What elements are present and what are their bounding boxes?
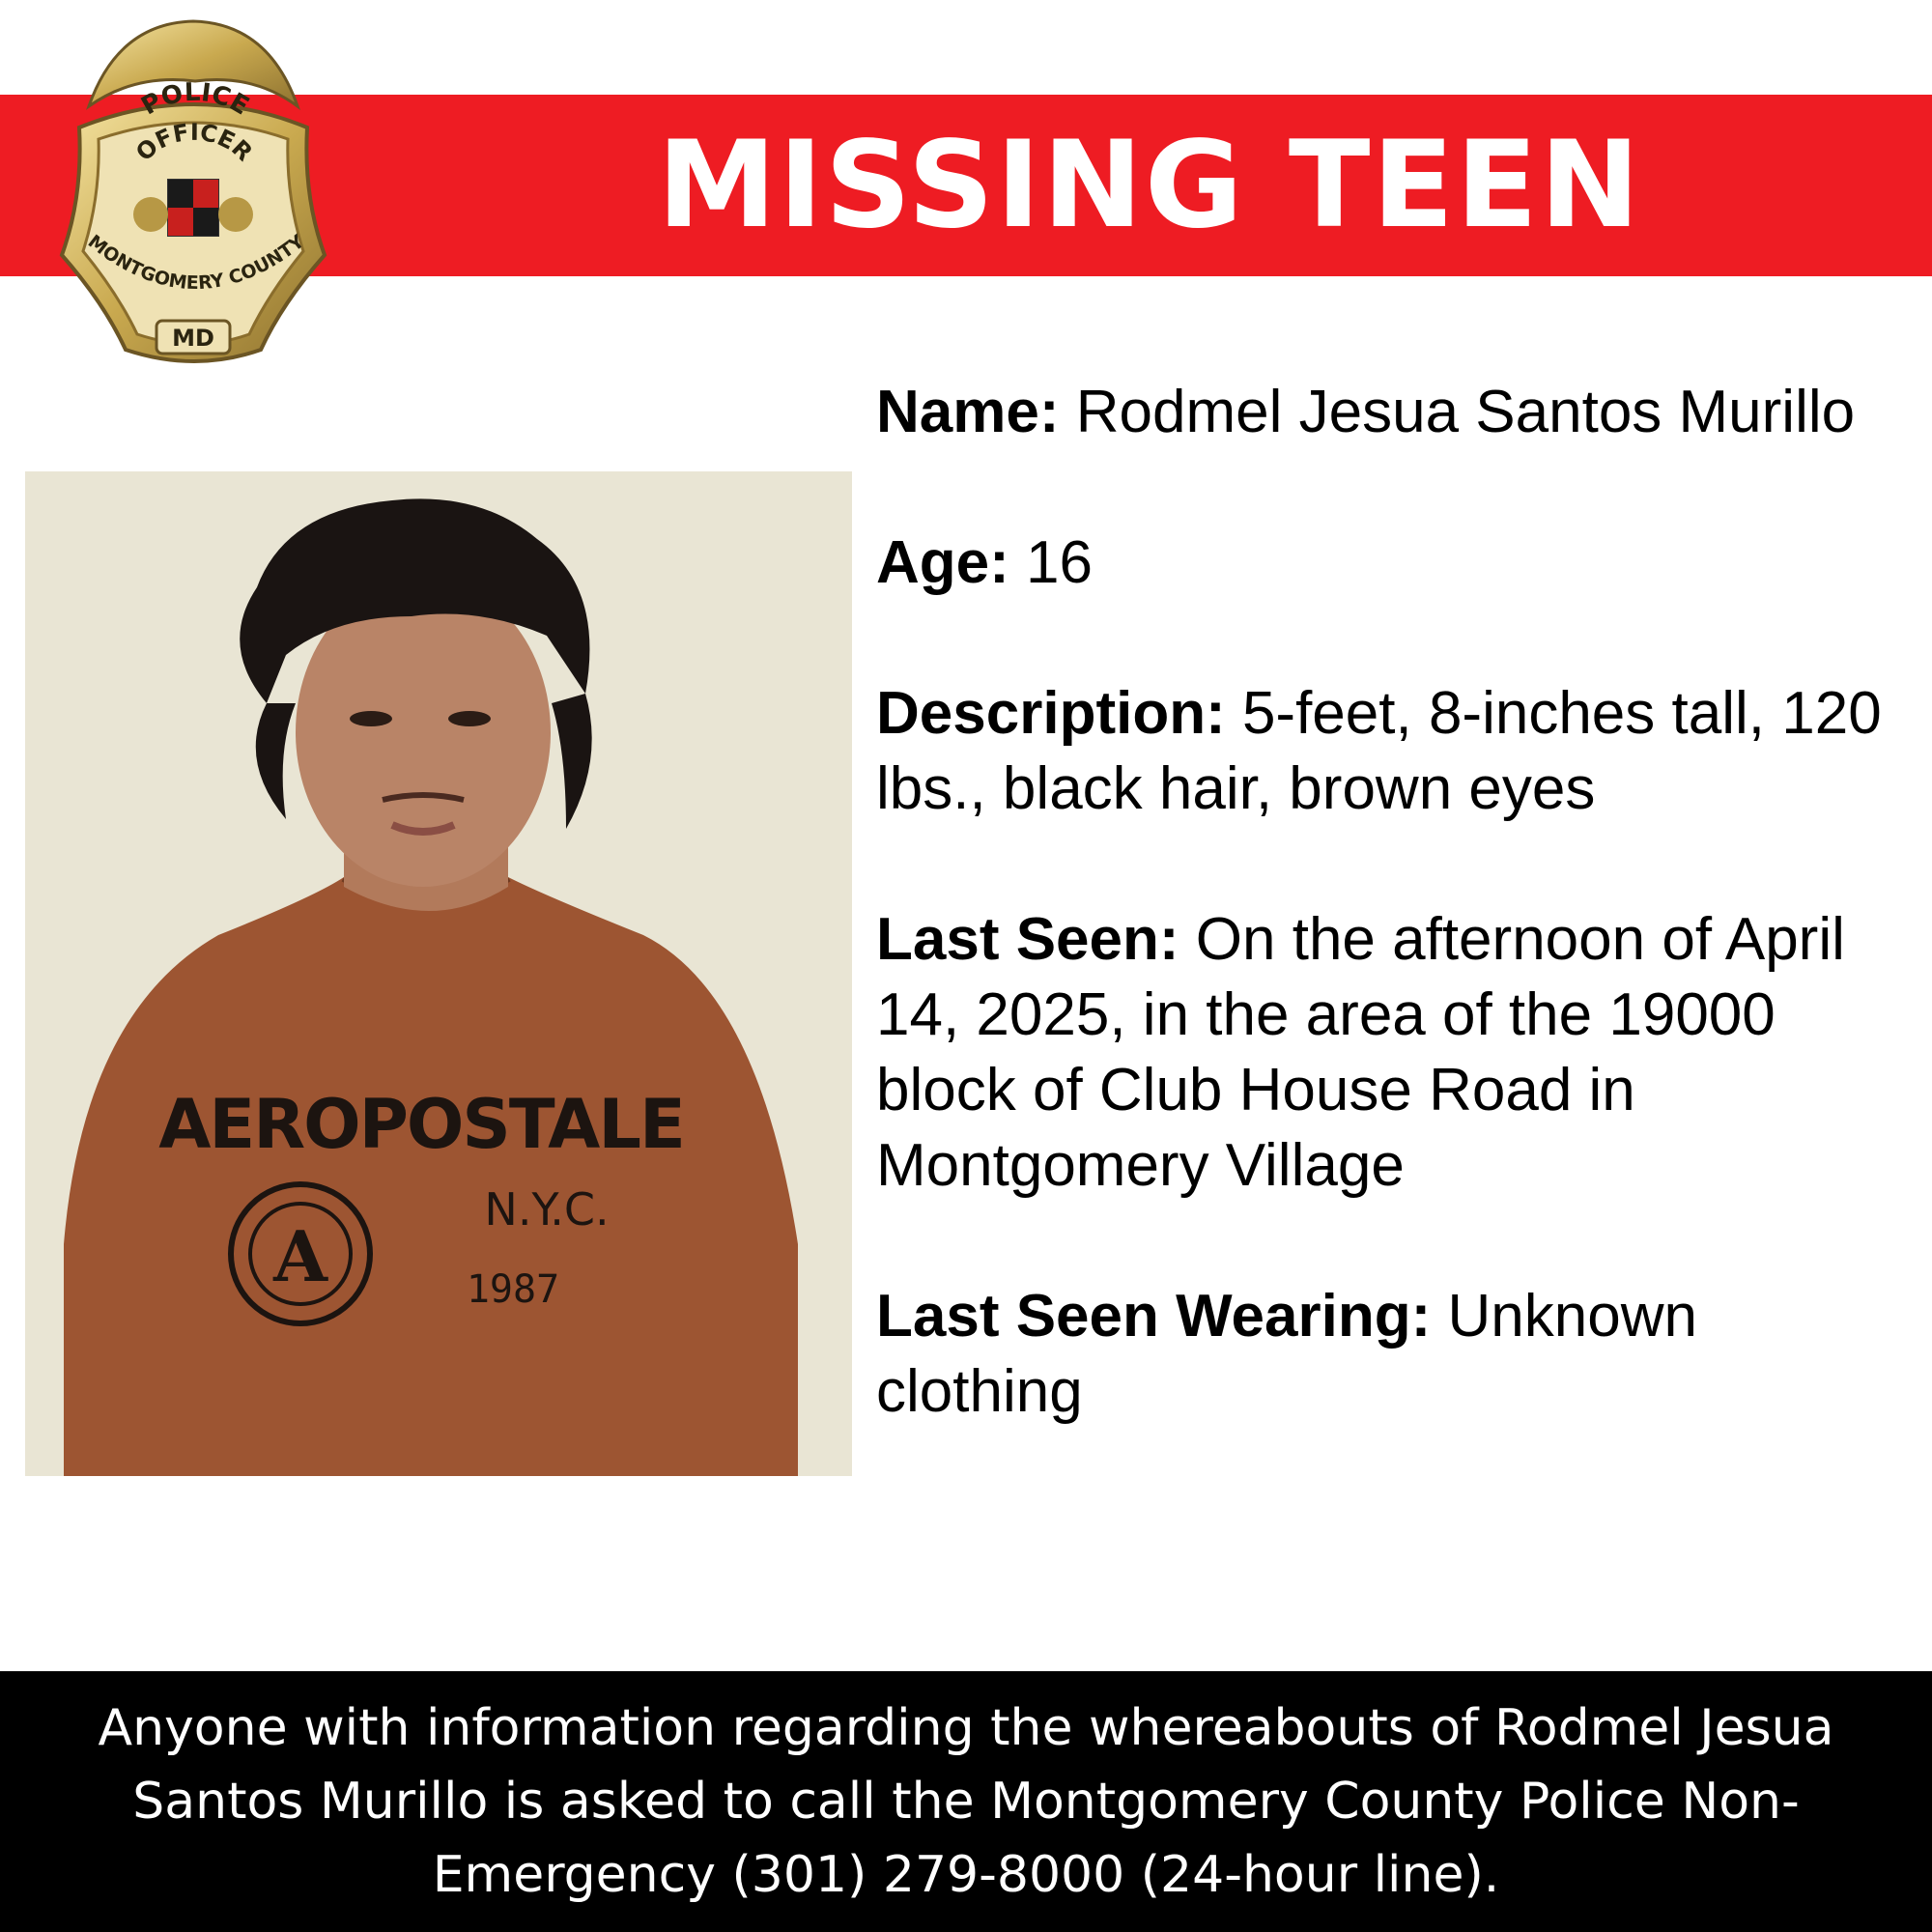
last-seen-field <box>876 902 1900 1204</box>
contact-message: Anyone with information regarding the whereabouts of Rodmel Jesua Santos Murillo is asked to call the Montgomery County Police Non-Emergency (301) 279-8000 (24-hour line). <box>98 1699 1834 1904</box>
name-value: Rodmel Jesua Santos Murillo <box>1075 379 1856 445</box>
description-label: Description: <box>876 680 1226 747</box>
police-badge-icon <box>50 14 336 381</box>
last-seen-value: On the afternoon of April 14, 2025, in the area of the 19000 block of Club House Road in Montgomery Village <box>876 906 1845 1199</box>
wearing-field <box>876 1279 1900 1430</box>
age-label: Age: <box>876 529 1009 596</box>
shirt-emblem-text: A <box>273 1215 327 1297</box>
last-seen-label: Last Seen: <box>876 906 1179 973</box>
description-field <box>876 676 1900 827</box>
badge-state: MD <box>172 325 214 352</box>
age-field <box>876 526 1900 601</box>
wearing-value: Unknown clothing <box>876 1283 1697 1425</box>
description-value: 5-feet, 8-inches tall, 120 lbs., black hair, brown eyes <box>876 680 1882 822</box>
badge-line2: OFFICER <box>130 118 258 167</box>
missing-person-photo <box>25 471 852 1476</box>
details-panel <box>876 375 1900 1505</box>
name-field <box>876 375 1900 450</box>
page-title: MISSING TEEN <box>657 116 1642 255</box>
name-label: Name: <box>876 379 1060 445</box>
age-value: 16 <box>1026 529 1093 596</box>
badge-county: MONTGOMERY COUNTY <box>83 230 309 295</box>
wearing-label: Last Seen Wearing: <box>876 1283 1432 1350</box>
footer-banner <box>0 1671 1932 1932</box>
shirt-city-text: N.Y.C. <box>484 1183 610 1236</box>
shirt-year-text: 1987 <box>466 1267 560 1312</box>
shirt-brand-text: AEROPOSTALE <box>158 1085 684 1164</box>
badge-line1: POLICE <box>136 77 254 122</box>
